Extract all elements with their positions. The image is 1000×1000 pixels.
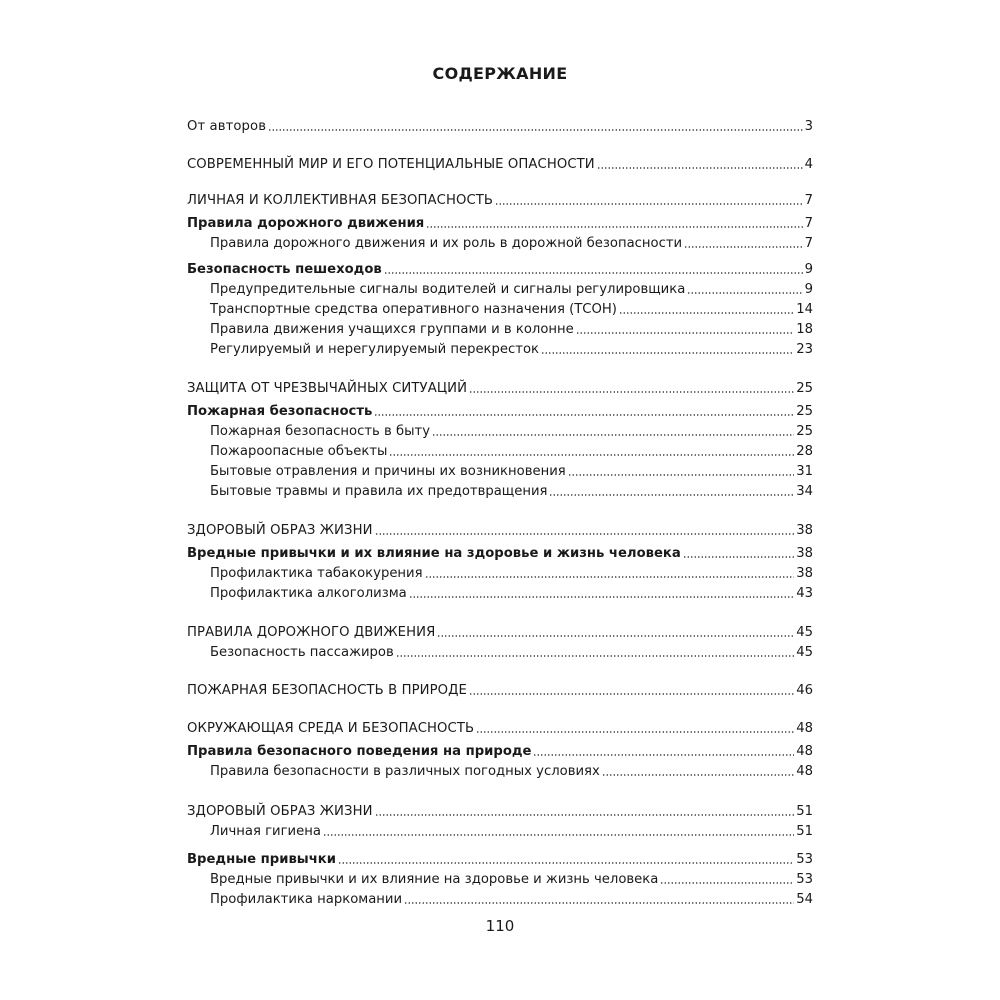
dot-leader xyxy=(687,291,802,295)
toc-entry-title: Бытовые отравления и причины их возникновения xyxy=(210,464,566,479)
toc-entry xyxy=(187,718,813,738)
toc-entry xyxy=(187,116,813,136)
toc-entry-page: 48 xyxy=(796,721,813,736)
toc-entry xyxy=(187,680,813,700)
dot-leader xyxy=(683,555,794,559)
toc-entry-page: 3 xyxy=(804,119,813,134)
toc-entry-page: 34 xyxy=(796,484,813,499)
toc-entry xyxy=(187,319,813,339)
toc-entry xyxy=(187,642,813,662)
toc-entry-title: Правила безопасности в различных погодных условиях xyxy=(210,764,600,779)
dot-leader xyxy=(469,390,794,394)
toc-entry-title: Правила безопасного поведения на природе xyxy=(187,744,532,759)
toc-entry-page: 38 xyxy=(796,523,813,538)
toc-entry-title: ОКРУЖАЮЩАЯ СРЕДА И БЕЗОПАСНОСТЬ xyxy=(187,721,475,736)
dot-leader xyxy=(432,433,794,437)
toc-entry-page: 45 xyxy=(796,625,813,640)
toc-entry-title: Безопасность пассажиров xyxy=(210,645,394,660)
toc-entry-title: ПРАВИЛА ДОРОЖНОГО ДВИЖЕНИЯ xyxy=(187,625,436,640)
toc-entry-title: Профилактика алкоголизма xyxy=(210,586,407,601)
toc-entry-title: Правила движения учащихся группами и в колонне xyxy=(210,322,574,337)
toc-entry xyxy=(187,869,813,889)
toc-entry-page: 18 xyxy=(796,322,813,337)
toc-entry-page: 38 xyxy=(796,566,813,581)
toc-entry-page: 53 xyxy=(796,852,813,867)
toc-entry-title: Вредные привычки xyxy=(187,852,336,867)
toc-entry-page: 25 xyxy=(796,381,813,396)
dot-leader xyxy=(533,753,794,757)
toc-entry-page: 53 xyxy=(796,872,813,887)
toc-entry xyxy=(187,401,813,421)
toc-entry-page: 7 xyxy=(804,236,813,251)
dot-leader xyxy=(437,634,794,638)
toc-entry xyxy=(187,889,813,909)
toc-entry-page: 23 xyxy=(796,342,813,357)
toc-entry-title: Регулируемый и нерегулируемый перекресток xyxy=(210,342,539,357)
toc-entry-title: Правила дорожного движения и их роль в дорожной безопасности xyxy=(210,236,683,251)
toc-entry-title: Правила дорожного движения xyxy=(187,216,425,231)
toc-entry-title: Пожарная безопасность xyxy=(187,404,373,419)
toc-entry xyxy=(187,543,813,563)
page-title: СОДЕРЖАНИЕ xyxy=(432,64,568,83)
toc-entry-title: Транспортные средства оперативного назначения (ТСОН) xyxy=(210,302,617,317)
dot-leader xyxy=(323,833,794,837)
toc-entry-page: 51 xyxy=(796,824,813,839)
toc-entry-title: Пожароопасные объекты xyxy=(210,444,388,459)
dot-leader xyxy=(375,532,795,536)
toc-entry-page: 25 xyxy=(796,404,813,419)
toc-entry xyxy=(187,520,813,540)
dot-leader xyxy=(619,311,794,315)
toc-entry-title: Профилактика наркомании xyxy=(210,892,403,907)
toc-entry-title: ПОЖАРНАЯ БЕЗОПАСНОСТЬ В ПРИРОДЕ xyxy=(187,683,467,698)
toc-entry-page: 9 xyxy=(804,282,813,297)
toc-entry-title: От авторов xyxy=(187,119,267,134)
dot-leader xyxy=(597,166,803,170)
toc-entry xyxy=(187,801,813,821)
toc-entry-page: 9 xyxy=(804,262,813,277)
toc-entry-page: 31 xyxy=(796,464,813,479)
toc-entry-page: 51 xyxy=(796,804,813,819)
toc-entry xyxy=(187,461,813,481)
dot-leader xyxy=(469,692,794,696)
dot-leader xyxy=(375,813,795,817)
dot-leader xyxy=(384,271,803,275)
toc-entry xyxy=(187,583,813,603)
dot-leader xyxy=(374,413,794,417)
toc-entry xyxy=(187,378,813,398)
toc-entry-title: Профилактика табакокурения xyxy=(210,566,423,581)
toc-entry-page: 43 xyxy=(796,586,813,601)
toc-entry-title: Бытовые травмы и правила их предотвращения xyxy=(210,484,548,499)
toc-entry xyxy=(187,741,813,761)
toc-entry-title: ЛИЧНАЯ И КОЛЛЕКТИВНАЯ БЕЗОПАСНОСТЬ xyxy=(187,193,494,208)
toc-entry-page: 46 xyxy=(796,683,813,698)
toc-entry xyxy=(187,849,813,869)
toc-entry xyxy=(187,563,813,583)
toc-entry xyxy=(187,213,813,233)
dot-leader xyxy=(396,654,794,658)
toc-entry-page: 54 xyxy=(796,892,813,907)
toc-entry xyxy=(187,622,813,642)
dot-leader xyxy=(576,331,794,335)
toc-entry-title: Пожарная безопасность в быту xyxy=(210,424,431,439)
toc-entry xyxy=(187,299,813,319)
toc-entry-page: 14 xyxy=(796,302,813,317)
toc-entry-page: 28 xyxy=(796,444,813,459)
toc-entry xyxy=(187,821,813,841)
dot-leader xyxy=(602,773,794,777)
toc-entry-title: ЗДОРОВЫЙ ОБРАЗ ЖИЗНИ xyxy=(187,804,373,819)
toc-entry-page: 7 xyxy=(804,193,813,208)
toc-entry-title: Безопасность пешеходов xyxy=(187,262,382,277)
toc-entry xyxy=(187,154,813,174)
dot-leader xyxy=(389,453,794,457)
toc-entry xyxy=(187,481,813,501)
toc-entry-title: Личная гигиена xyxy=(210,824,321,839)
toc-entry xyxy=(187,441,813,461)
dot-leader xyxy=(404,901,794,905)
dot-leader xyxy=(338,861,794,865)
toc-entry xyxy=(187,279,813,299)
toc-entry-page: 4 xyxy=(804,157,813,172)
dot-leader xyxy=(549,493,794,497)
toc-entry-title: СОВРЕМЕННЫЙ МИР И ЕГО ПОТЕНЦИАЛЬНЫЕ ОПАСНОСТИ xyxy=(187,157,595,172)
toc-entry xyxy=(187,233,813,253)
toc-entry xyxy=(187,761,813,781)
toc-entry-page: 45 xyxy=(796,645,813,660)
dot-leader xyxy=(660,881,794,885)
dot-leader xyxy=(268,128,803,132)
dot-leader xyxy=(495,202,803,206)
toc-entry-page: 38 xyxy=(796,546,813,561)
toc-entry-title: Вредные привычки и их влияние на здоровье и жизнь человека xyxy=(210,872,659,887)
toc-entry xyxy=(187,339,813,359)
dot-leader xyxy=(476,730,794,734)
toc-entry-page: 7 xyxy=(804,216,813,231)
page-number: 110 xyxy=(485,917,515,935)
toc-entry-title: ЗДОРОВЫЙ ОБРАЗ ЖИЗНИ xyxy=(187,523,373,538)
toc-entry-page: 25 xyxy=(796,424,813,439)
dot-leader xyxy=(426,225,802,229)
dot-leader xyxy=(541,351,794,355)
toc-entry xyxy=(187,259,813,279)
dot-leader xyxy=(425,575,795,579)
toc-entry-page: 48 xyxy=(796,744,813,759)
toc-entry-page: 48 xyxy=(796,764,813,779)
toc-entry-title: ЗАЩИТА ОТ ЧРЕЗВЫЧАЙНЫХ СИТУАЦИЙ xyxy=(187,381,468,396)
dot-leader xyxy=(684,245,802,249)
dot-leader xyxy=(568,473,794,477)
toc-entry-title: Предупредительные сигналы водителей и сигналы регулировщика xyxy=(210,282,686,297)
dot-leader xyxy=(409,595,794,599)
toc-entry-title: Вредные привычки и их влияние на здоровье и жизнь человека xyxy=(187,546,681,561)
toc-entry xyxy=(187,421,813,441)
toc-entry xyxy=(187,190,813,210)
